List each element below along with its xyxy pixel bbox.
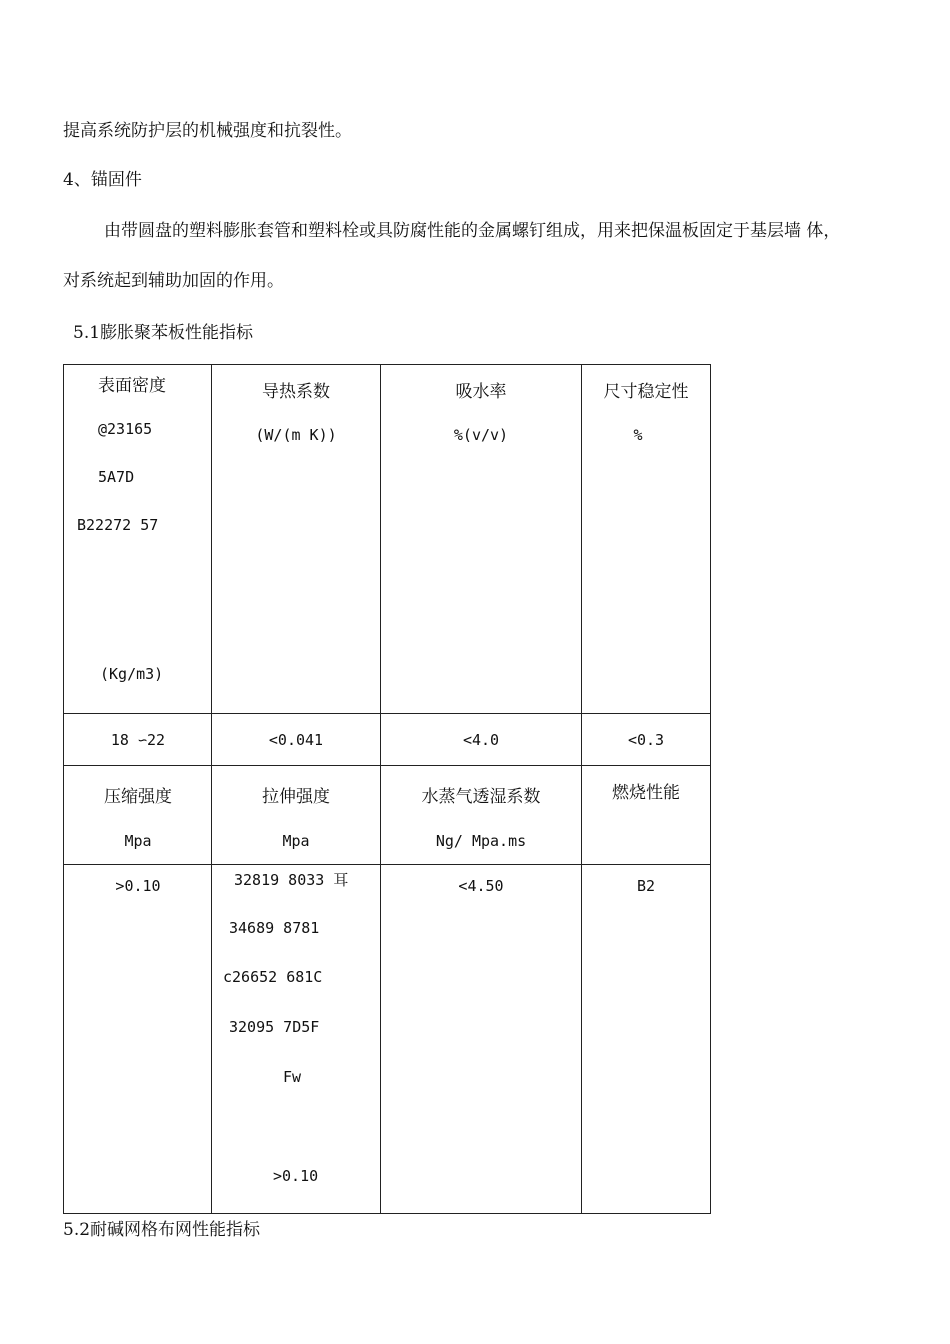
header-cell-burn <box>582 766 711 865</box>
burn-value: B2 <box>636 877 656 895</box>
eps-properties-table <box>63 364 711 1214</box>
value-cell-conductivity <box>212 714 381 766</box>
header-cell-tensile <box>212 766 381 865</box>
conductivity-value: <0.041 <box>268 731 324 749</box>
tensile-code: c26652 681C <box>223 968 323 986</box>
value-cell-vapor <box>381 865 582 1214</box>
value-cell-stability <box>582 714 711 766</box>
density-value: 18 ∽22 <box>110 731 166 749</box>
tensile-unit: Mpa <box>282 832 310 850</box>
section-heading-eps: 5.1膨胀聚苯板性能指标 <box>73 323 254 343</box>
tensile-code: 32095 7D5F <box>229 1018 320 1036</box>
vapor-label: 水蒸气透湿系数 <box>421 787 541 807</box>
vapor-unit: Ng/ Mpa.ms <box>435 832 527 850</box>
density-unit: (Kg/m3) <box>100 665 164 683</box>
paragraph-text: 提高系统防护层的机械强度和抗裂性。 <box>63 121 352 141</box>
header-cell-density <box>64 365 212 714</box>
tensile-code: 32819 8033 耳 <box>234 871 349 889</box>
compress-label: 压缩强度 <box>104 787 172 807</box>
absorption-unit: %(v/v) <box>453 426 509 444</box>
absorption-label: 吸水率 <box>455 382 507 402</box>
header-cell-stability <box>582 365 711 714</box>
tensile-value: >0.10 <box>273 1167 319 1185</box>
density-code: @23165 <box>98 420 153 438</box>
value-cell-density <box>64 714 212 766</box>
compress-unit: Mpa <box>124 832 152 850</box>
section-heading-mesh: 5.2耐碱网格布网性能指标 <box>63 1220 261 1240</box>
stability-value: <0.3 <box>627 731 665 749</box>
stability-label: 尺寸稳定性 <box>603 382 689 402</box>
header-cell-vapor <box>381 766 582 865</box>
vapor-value: <4.50 <box>458 877 504 895</box>
tensile-code: 34689 8781 <box>229 919 320 937</box>
tensile-label: 拉伸强度 <box>262 787 330 807</box>
paragraph-text: 由带圆盘的塑料膨胀套管和塑料栓或具防腐性能的金属螺钉组成，用来把保温板固定于基层墙 体， <box>104 221 841 241</box>
stability-unit: % <box>633 426 643 444</box>
value-cell-burn <box>582 865 711 1214</box>
section-heading-anchor: 4、锚固件 <box>63 170 142 190</box>
density-label: 表面密度 <box>98 376 166 396</box>
conductivity-unit: (W/(m K)) <box>255 426 337 444</box>
tensile-code: Fw <box>283 1068 302 1086</box>
paragraph-text: 对系统起到辅助加固的作用。 <box>63 271 284 291</box>
header-cell-absorption <box>381 365 582 714</box>
burn-label: 燃烧性能 <box>612 783 680 803</box>
value-cell-tensile <box>212 865 381 1214</box>
absorption-value: <4.0 <box>462 731 500 749</box>
conductivity-label: 导热系数 <box>262 382 330 402</box>
header-cell-conductivity <box>212 365 381 714</box>
header-cell-compress <box>64 766 212 865</box>
density-code: B22272 57 <box>77 516 159 534</box>
value-cell-compress <box>64 865 212 1214</box>
compress-value: >0.10 <box>115 877 161 895</box>
value-cell-absorption <box>381 714 582 766</box>
density-code: 5A7D <box>98 468 135 486</box>
